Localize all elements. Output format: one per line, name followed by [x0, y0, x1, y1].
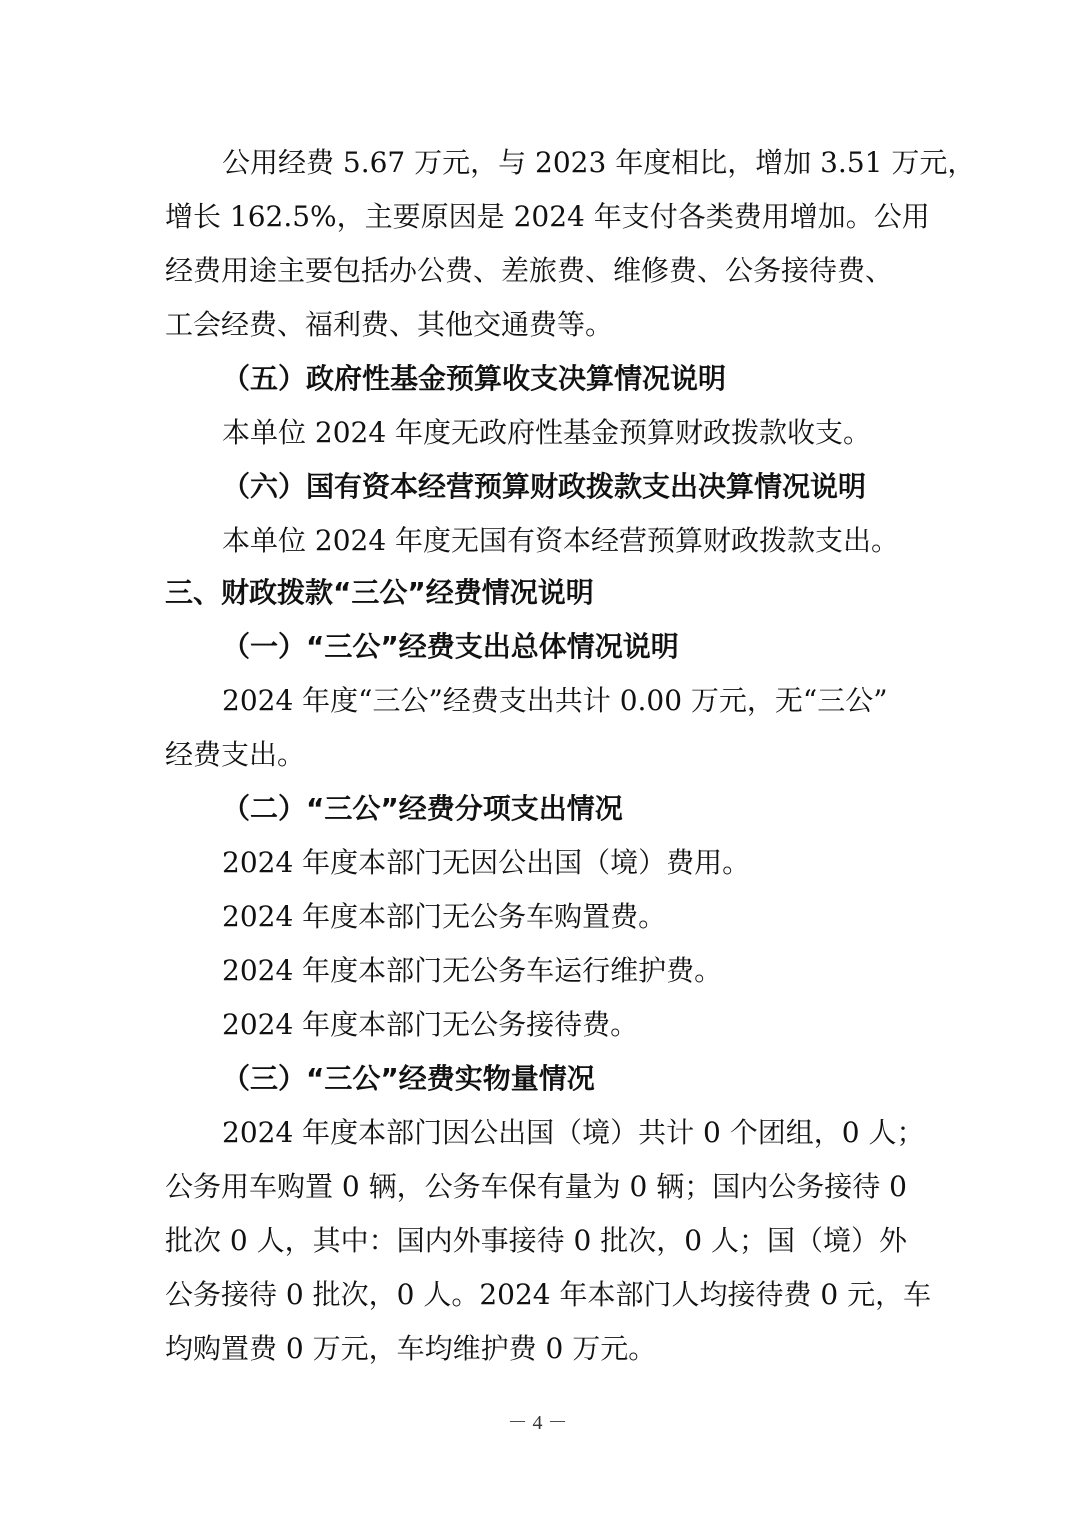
paragraph-line: 批次 0 人，其中：国内外事接待 0 批次，0 人；国（境）外 [165, 1224, 907, 1257]
section-heading-6: （六）国有资本经营预算财政拨款支出决算情况说明 [222, 470, 867, 503]
paragraph-line: 2024 年度本部门无因公出国（境）费用。 [222, 846, 751, 879]
paragraph-line: 经费支出。 [165, 738, 306, 771]
paragraph-line: 本单位 2024 年度无国有资本经营预算财政拨款支出。 [222, 524, 900, 557]
paragraph-line: 2024 年度本部门无公务车运行维护费。 [222, 954, 723, 987]
paragraph-line: 2024 年度本部门因公出国（境）共计 0 个团组，0 人； [222, 1116, 925, 1149]
paragraph-line: 公务用车购置 0 辆，公务车保有量为 0 辆；国内公务接待 0 [165, 1170, 907, 1203]
paragraph-line: 工会经费、福利费、其他交通费等。 [165, 308, 614, 341]
subsection-heading-2: （二）“三公”经费分项支出情况 [222, 792, 623, 825]
paragraph-line: 2024 年度“三公”经费支出共计 0.00 万元，无“三公” [222, 684, 888, 717]
page-number: － 4 － [507, 1412, 568, 1434]
paragraph-line: 公用经费 5.67 万元，与 2023 年度相比，增加 3.51 万元， [222, 146, 976, 179]
subsection-heading-1: （一）“三公”经费支出总体情况说明 [222, 630, 679, 663]
paragraph-line: 2024 年度本部门无公务车购置费。 [222, 900, 667, 933]
paragraph-line: 公务接待 0 批次，0 人。2024 年本部门人均接待费 0 元，车 [165, 1278, 932, 1311]
section-heading-5: （五）政府性基金预算收支决算情况说明 [222, 362, 727, 395]
subsection-heading-3: （三）“三公”经费实物量情况 [222, 1062, 595, 1095]
chapter-heading-3: 三、财政拨款“三公”经费情况说明 [165, 576, 594, 609]
paragraph-line: 经费用途主要包括办公费、差旅费、维修费、公务接待费、 [165, 254, 894, 287]
paragraph-line: 均购置费 0 万元，车均维护费 0 万元。 [165, 1332, 657, 1365]
paragraph-line: 2024 年度本部门无公务接待费。 [222, 1008, 639, 1041]
paragraph-line: 增长 162.5%，主要原因是 2024 年支付各类费用增加。公用 [165, 200, 930, 233]
paragraph-line: 本单位 2024 年度无政府性基金预算财政拨款收支。 [222, 416, 872, 449]
